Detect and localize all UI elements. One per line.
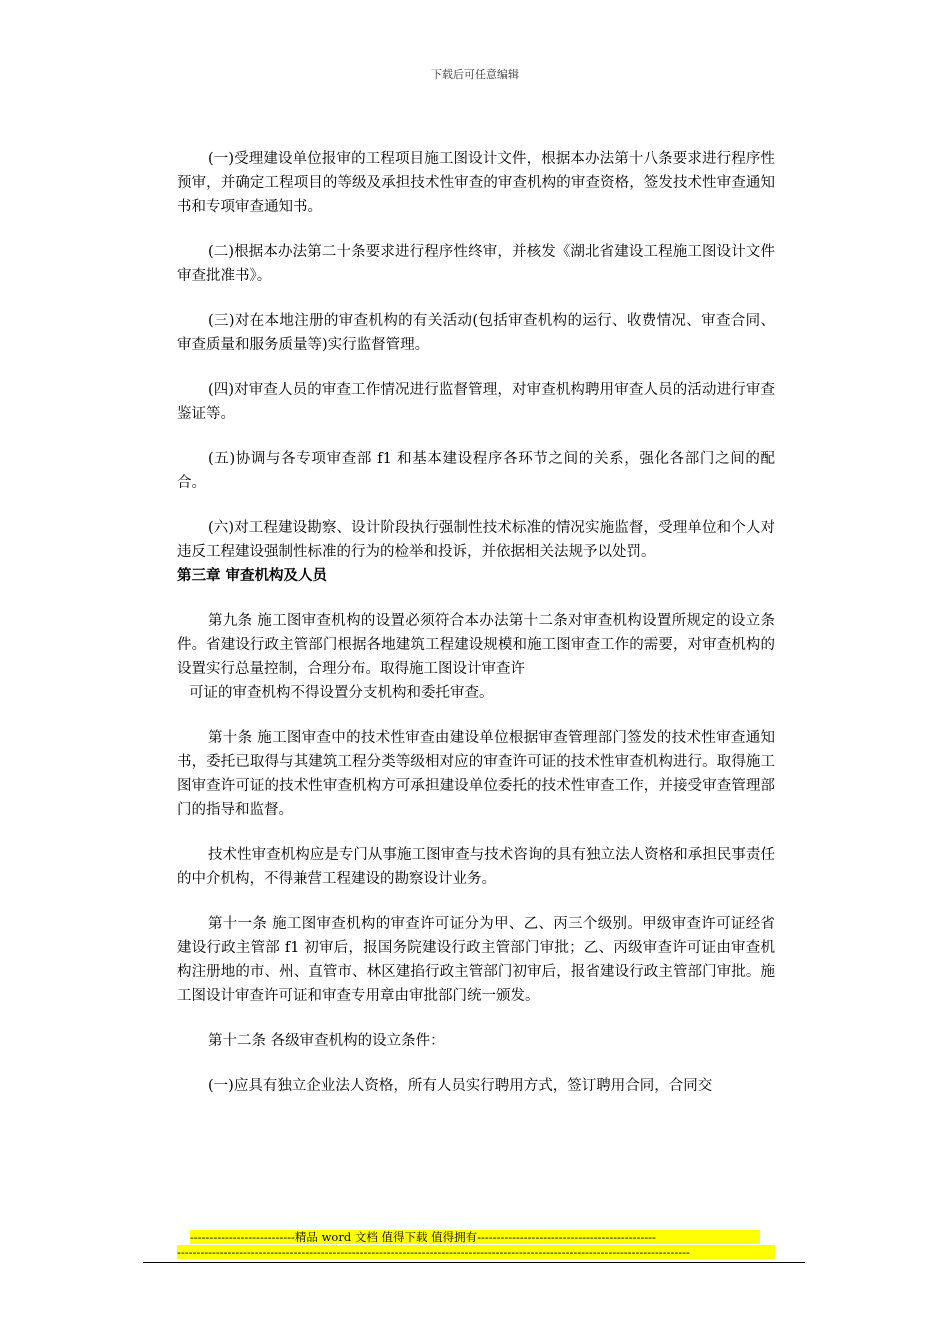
paragraph-2: (二)根据本办法第二十条要求进行程序性终审，并核发《湖北省建设工程施工图设计文件审查批准书》。 xyxy=(177,244,775,284)
paragraph-1: (一)受理建设单位报审的工程项目施工图设计文件，根据本办法第十八条要求进行程序性预审，并确定工程项目的等级及承担技术性审查的审查机构的审查资格，签发技术性审查通知书和专项审查通知书。 xyxy=(177,151,775,215)
paragraph-4: (四)对审查人员的审查工作情况进行监督管理，对审查机构聘用审查人员的活动进行审查鉴证等。 xyxy=(177,382,775,422)
article-10-paragraph-2: 技术性审查机构应是专门从事施工图审查与技术咨询的具有独立法人资格和承担民事责任的中介机构，不得兼营工程建设的勘察设计业务。 xyxy=(177,847,775,887)
footer-dash-line: ------------------------------------------------------------------------------------------------------------------------------------ xyxy=(177,1245,775,1259)
footer-rule xyxy=(143,1262,805,1263)
paragraph-6: (六)对工程建设勘察、设计阶段执行强制性技术标准的情况实施监督，受理单位和个人对违反工程建设强制性标准的行为的检举和投诉，并依据相关法规予以处罚。 xyxy=(177,520,775,560)
paragraph-3: (三)对在本地注册的审查机构的有关活动(包括审查机构的运行、收费情况、审查合同、审查质量和服务质量等)实行监督管理。 xyxy=(177,313,775,353)
chapter-heading: 第三章 审查机构及人员 xyxy=(177,567,328,584)
document-body xyxy=(177,147,775,1098)
article-12: 第十二条 各级审查机构的设立条件： xyxy=(208,1033,445,1049)
article-12-item-1: (一)应具有独立企业法人资格，所有人员实行聘用方式，签订聘用合同，合同交 xyxy=(208,1078,713,1094)
page-header: 下载后可任意编辑 xyxy=(431,68,519,81)
article-11: 第十一条 施工图审查机构的审查许可证分为甲、乙、丙三个级别。甲级审查许可证经省建设行政主管部 f1 初审后，报国务院建设行政主管部门审批；乙、丙级审查许可证由审查机构注册地的市、州、直管市、林区建掐行政主管部门初审后，报省建设行政主管部门审批。施工图设计审查许可证和审查专用章由审批部门统一颁发。 xyxy=(177,916,775,1004)
footer-banner: ---------------------------精品 word 文档 值得下载 值得拥有---------------------------------------------- xyxy=(190,1230,760,1244)
article-9-continuation: 可证的审查机构不得设置分支机构和委托审查。 xyxy=(189,685,494,701)
paragraph-5: (五)协调与各专项审查部 f1 和基本建设程序各环节之间的关系，强化各部门之间的配合。 xyxy=(177,451,775,491)
article-10: 第十条 施工图审查中的技术性审查由建设单位根据审查管理部门签发的技术性审查通知书，委托已取得与其建筑工程分类等级相对应的审查许可证的技术性审查机构进行。取得施工图审查许可证的技术性审查机构方可承担建设单位委托的技术性审查工作，并接受审查管理部门的指导和监督。 xyxy=(177,730,775,818)
article-9: 第九条 施工图审查机构的设置必须符合本办法第十二条对审查机构设置所规定的设立条件。省建设行政主管部门根据各地建筑工程建设规模和施工图审查工作的需要，对审查机构的设置实行总量控制，合理分布。取得施工图设计审查许 xyxy=(177,613,775,677)
